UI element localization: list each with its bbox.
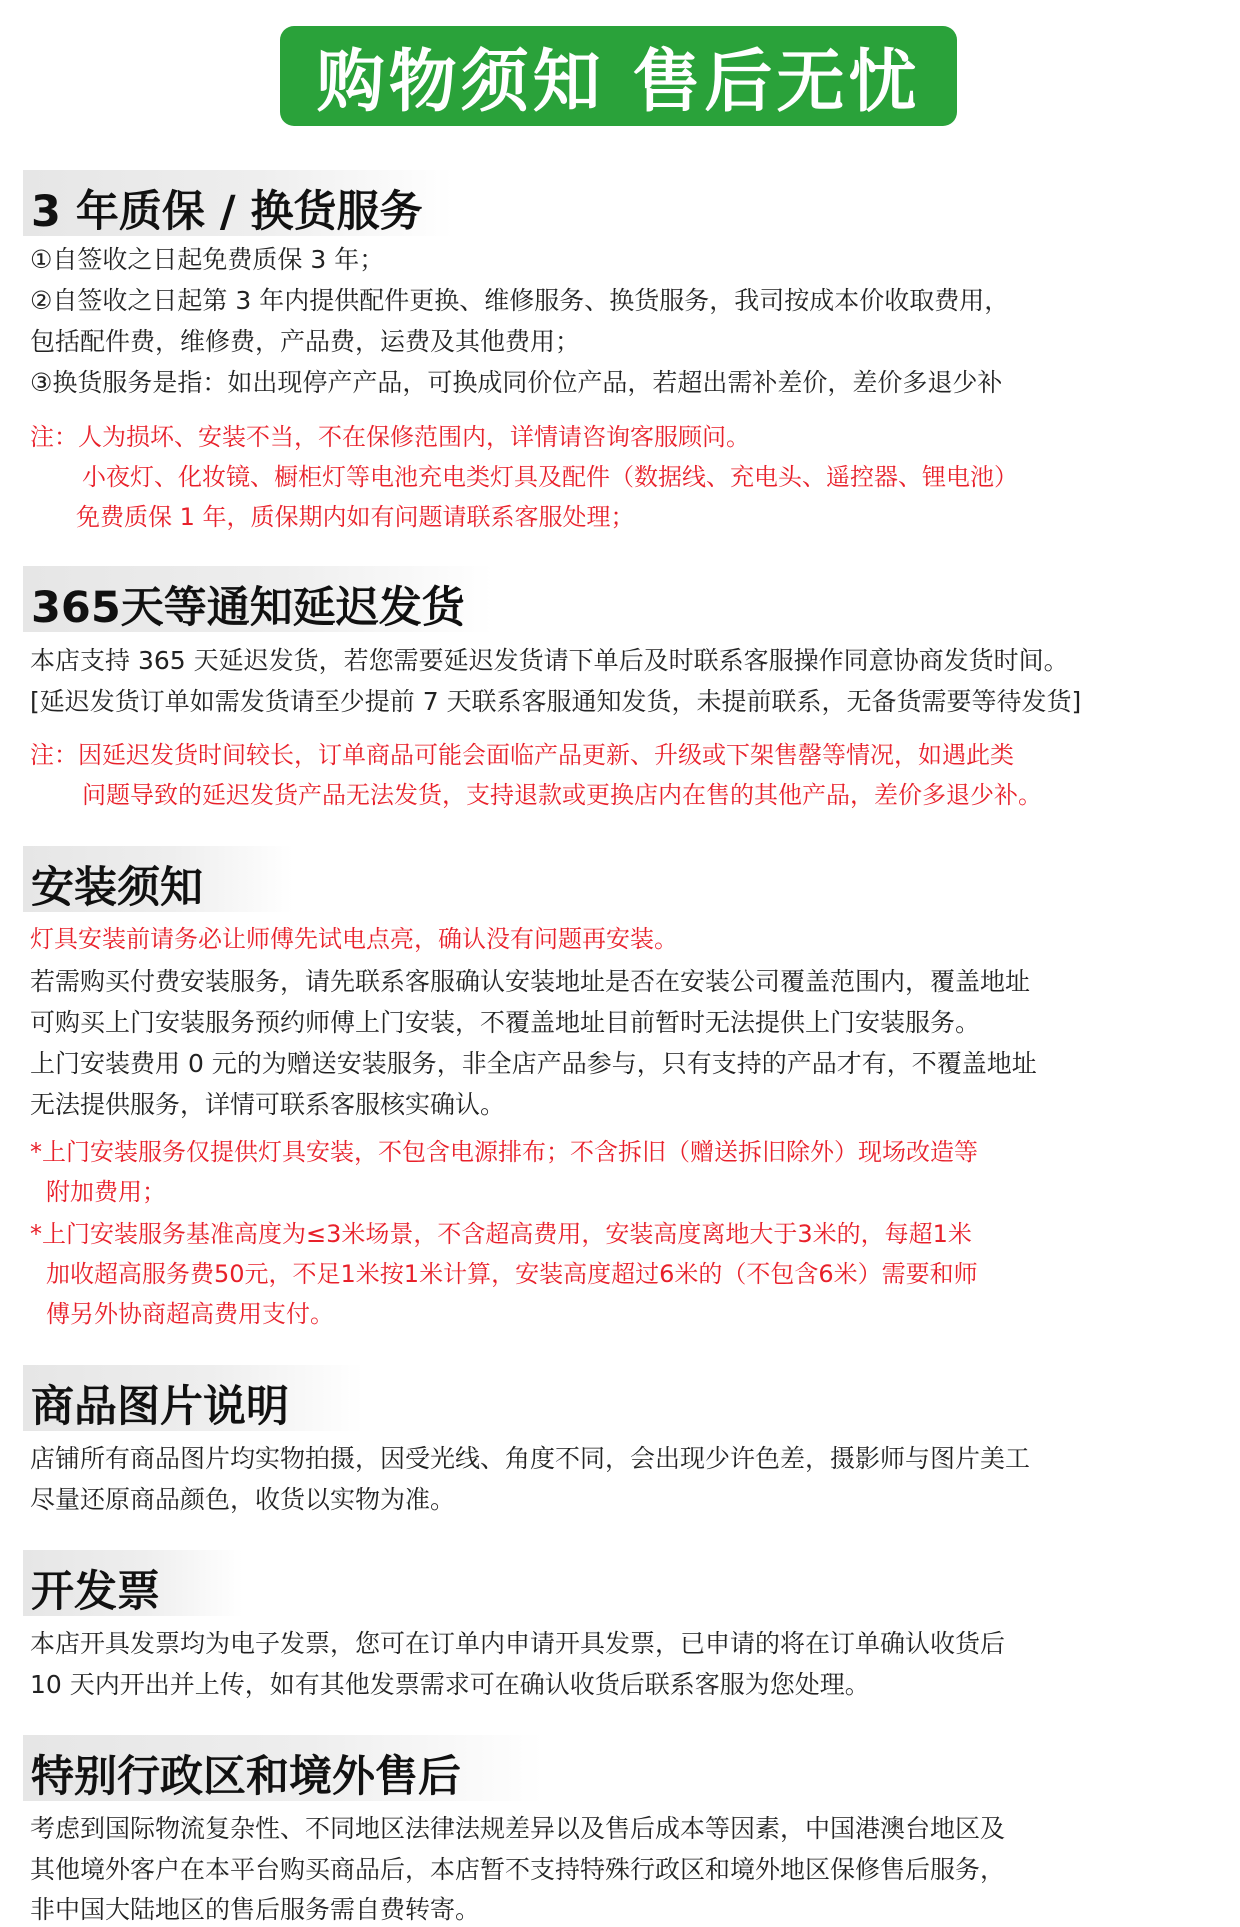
- invoice-line: 本店开具发票均为电子发票，您可在订单内申请开具发票，已申请的将在订单确认收货后: [30, 1629, 1006, 1658]
- warranty-line: ①自签收之日起免费质保 3 年；: [30, 245, 385, 274]
- delayed-shipping-line: 本店支持 365 天延迟发货，若您需要延迟发货请下单后及时联系客服操作同意协商发货时间。: [30, 646, 1069, 675]
- warranty-note: 小夜灯、化妆镜、橱柜灯等电池充电类灯具及配件（数据线、充电头、遥控器、锂电池）: [82, 463, 1018, 491]
- section-warranty-title: 3 年质保 / 换货服务: [31, 187, 423, 237]
- section-invoice-header: [23, 1550, 243, 1616]
- product-images-line: 尽量还原商品颜色，收货以实物为准。: [30, 1485, 456, 1514]
- section-warranty-header: [23, 170, 453, 236]
- installation-line: 上门安装费用 0 元的为赠送安装服务，非全店产品参与，只有支持的产品才有，不覆盖地址: [30, 1049, 1037, 1078]
- section-product-images-title: 商品图片说明: [31, 1382, 289, 1432]
- top-banner: [280, 26, 957, 126]
- installation-note: *上门安装服务仅提供灯具安装，不包含电源排布；不含拆旧（赠送拆旧除外）现场改造等: [30, 1138, 978, 1166]
- section-overseas-title: 特别行政区和境外售后: [31, 1752, 461, 1802]
- invoice-line: 10 天内开出并上传，如有其他发票需求可在确认收货后联系客服为您处理。: [30, 1670, 870, 1699]
- product-images-line: 店铺所有商品图片均实物拍摄，因受光线、角度不同，会出现少许色差，摄影师与图片美工: [30, 1444, 1031, 1473]
- section-delayed-shipping-header: [23, 566, 493, 632]
- warranty-line: 包括配件费，维修费，产品费，运费及其他费用；: [30, 327, 581, 356]
- section-delayed-shipping-title: 365天等通知延迟发货: [31, 583, 465, 633]
- section-installation-title: 安装须知: [31, 863, 203, 913]
- delayed-shipping-note: 注：因延迟发货时间较长，订单商品可能会面临产品更新、升级或下架售罄等情况，如遇此类: [30, 741, 1014, 769]
- overseas-line: 其他境外客户在本平台购买商品后，本店暂不支持特殊行政区和境外地区保修售后服务，: [30, 1855, 1006, 1884]
- section-product-images-header: [23, 1365, 363, 1431]
- warranty-note: 免费质保 1 年，质保期内如有问题请联系客服处理；: [76, 503, 635, 531]
- installation-line: 若需购买付费安装服务，请先联系客服确认安装地址是否在安装公司覆盖范围内，覆盖地址: [30, 967, 1031, 996]
- section-overseas-header: [23, 1735, 543, 1801]
- section-installation-header: [23, 846, 293, 912]
- section-invoice-title: 开发票: [31, 1567, 160, 1617]
- overseas-line: 非中国大陆地区的售后服务需自费转寄。: [30, 1895, 481, 1924]
- delayed-shipping-line: [延迟发货订单如需发货请至少提前 7 天联系客服通知发货，未提前联系，无备货需要等待发货]: [30, 687, 1082, 716]
- installation-line: 可购买上门安装服务预约师傅上门安装，不覆盖地址目前暂时无法提供上门安装服务。: [30, 1008, 981, 1037]
- banner-title: 购物须知 售后无忧: [316, 42, 921, 122]
- delayed-shipping-note: 问题导致的延迟发货产品无法发货，支持退款或更换店内在售的其他产品，差价多退少补。: [82, 781, 1042, 809]
- installation-note: *上门安装服务基准高度为≤3米场景，不含超高费用，安装高度离地大于3米的，每超1米: [30, 1220, 972, 1248]
- warranty-line: ③换货服务是指：如出现停产产品，可换成同价位产品，若超出需补差价，差价多退少补: [30, 368, 1003, 397]
- installation-note: 傅另外协商超高费用支付。: [46, 1300, 334, 1328]
- installation-line: 无法提供服务，详情可联系客服核实确认。: [30, 1090, 506, 1119]
- installation-note: 加收超高服务费50元，不足1米按1米计算，安装高度超过6米的（不包含6米）需要和师: [46, 1260, 978, 1288]
- overseas-line: 考虑到国际物流复杂性、不同地区法律法规差异以及售后成本等因素，中国港澳台地区及: [30, 1814, 1006, 1843]
- installation-intro-note: 灯具安装前请务必让师傅先试电点亮，确认没有问题再安装。: [30, 925, 678, 953]
- warranty-note: 注：人为损坏、安装不当，不在保修范围内，详情请咨询客服顾问。: [30, 423, 750, 451]
- installation-note: 附加费用；: [46, 1178, 166, 1206]
- warranty-line: ②自签收之日起第 3 年内提供配件更换、维修服务、换货服务，我司按成本价收取费用，: [30, 286, 1010, 315]
